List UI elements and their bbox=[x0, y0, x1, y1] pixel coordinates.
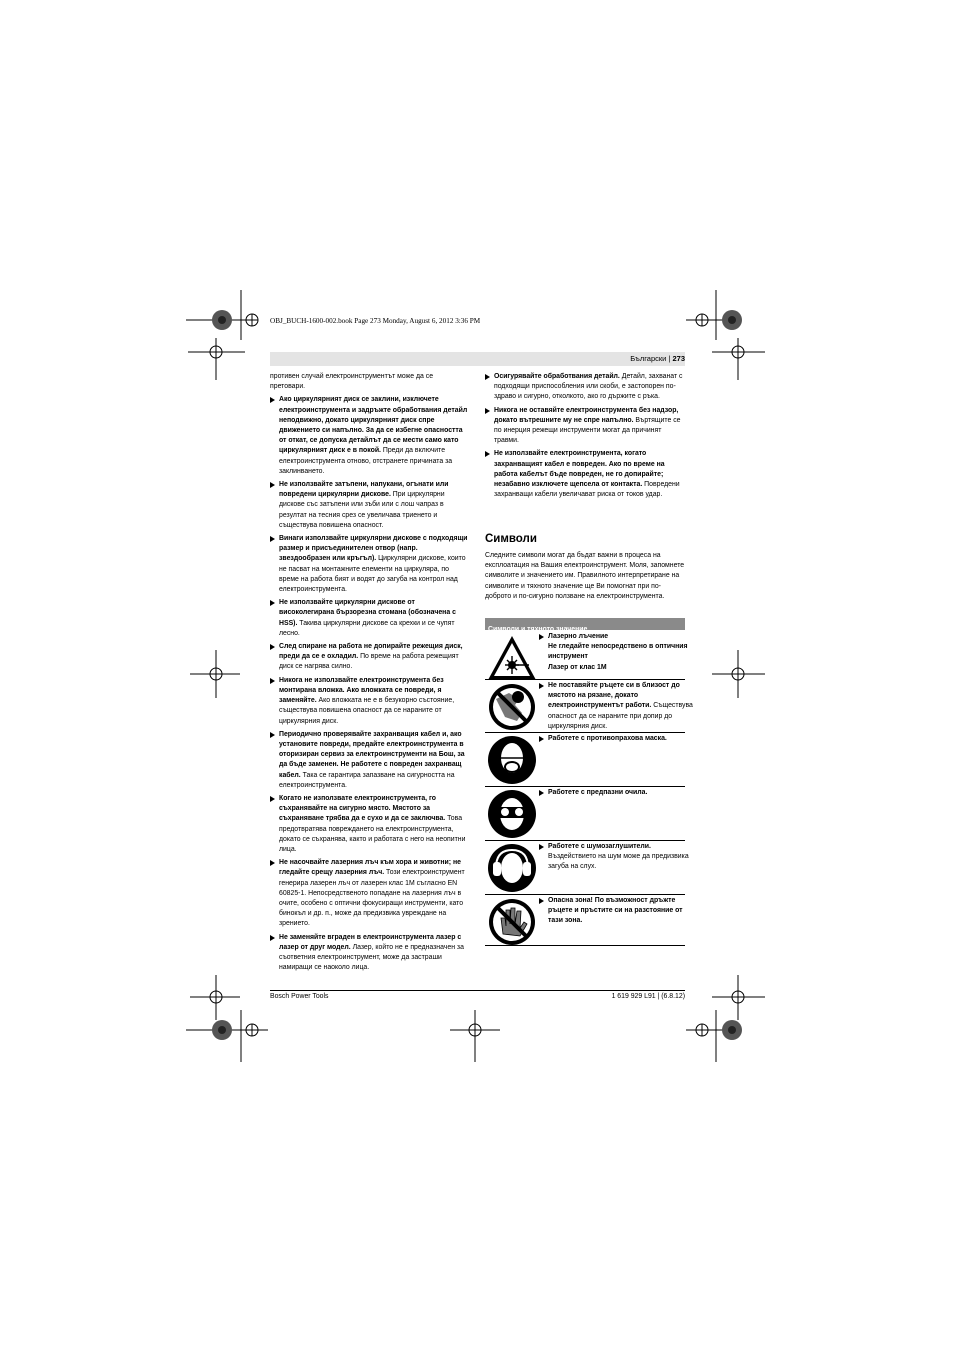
bullet-triangle-icon bbox=[270, 397, 275, 403]
symbols-intro: Следните символи могат да бъдат важни в процеса на експлоатация на Вашия електроинструмент. Моля, запомнете символите и значението им. Правилното интерпретиране на символите и тяхното значение ще Ви помогнат при по-доброто и по-сигурно ползване на електроинструмента. bbox=[485, 552, 685, 600]
safety-instruction-item bbox=[270, 642, 470, 673]
instruction-bold-text: Ако циркулярният диск се заклини, изключете електроинструмента и задръжте обработвания детайл неподвижно, докато циркулярният диск спре движението си напълно. За да се избегне опасността от откат, се допуска детайлът да се мести само като циркулярният диск е в покой. bbox=[279, 396, 468, 455]
safety-instruction-item bbox=[485, 449, 685, 500]
dust-mask-icon bbox=[487, 736, 537, 784]
bullet-triangle-icon bbox=[539, 683, 544, 689]
symbol-meaning-text: Въздействието на шум може да предизвика загуба на слух. bbox=[548, 853, 689, 871]
bullet-triangle-icon bbox=[270, 536, 275, 542]
safety-instruction-item bbox=[270, 395, 470, 477]
instruction-explanation: По време на работа режещият диск се нагрява силно. bbox=[279, 653, 459, 671]
instruction-bold-text: Не използвайте циркулярни дискове от високолегирана бързорезна стомана (обозначена с HSS). bbox=[279, 599, 456, 627]
footer-brand: Bosch Power Tools bbox=[270, 993, 329, 1000]
instruction-explanation: Това предотвратява повреждането на електроинструмента, докато се съхранява, както и работата с него на неопитни лица. bbox=[279, 815, 466, 853]
safety-instruction-item bbox=[270, 534, 470, 595]
instruction-bold-text: Не използвайте затъпени, напукани, огънати или повредени циркулярни дискове. bbox=[279, 481, 449, 499]
symbol-row bbox=[485, 680, 693, 733]
symbol-row bbox=[485, 733, 685, 787]
left-column bbox=[270, 372, 470, 976]
bullet-triangle-icon bbox=[270, 482, 275, 488]
bullet-triangle-icon bbox=[539, 898, 544, 904]
right-column bbox=[485, 372, 685, 503]
safety-goggles-icon bbox=[487, 790, 537, 838]
bullet-triangle-icon bbox=[270, 860, 275, 866]
footer-doc-number: 1 619 929 L91 | (6.8.12) bbox=[611, 993, 685, 1000]
instruction-bold-text: Осигурявайте обработвания детайл. bbox=[494, 373, 620, 380]
symbol-description bbox=[539, 681, 694, 732]
instruction-explanation: Ако вложката не е в безукорно състояние, съществува повишена опасност да се нараните от циркулярния диск. bbox=[279, 697, 455, 725]
symbols-heading: Символи bbox=[485, 533, 537, 545]
safety-instruction-item bbox=[270, 676, 470, 727]
symbol-description bbox=[539, 842, 694, 873]
instruction-explanation: Такива циркулярни дискове са крехки и се чупят лесно. bbox=[279, 619, 455, 637]
safety-instruction-item bbox=[270, 933, 470, 974]
symbol-description bbox=[539, 896, 694, 927]
instruction-bold-text: Винаги използвайте циркулярни дискове с подходящи размер и присъединителен отвор (напр. звездообразен или кръгъл). bbox=[279, 535, 468, 563]
instruction-explanation: Лазер, който не е предназначен за съответния електроинструмент, може да застраши намиращи се наоколо лица. bbox=[279, 943, 464, 972]
instruction-bold-text: Не заменяйте вграден в електроинструмента лазер с лазер от друг модел. bbox=[279, 933, 462, 951]
instruction-explanation: Въртящите се по инерция режещи инструменти могат да причинят травми. bbox=[494, 416, 681, 445]
safety-instruction-item bbox=[270, 598, 470, 639]
bullet-triangle-icon bbox=[270, 678, 275, 684]
instruction-explanation: Така се гарантира запазване на сигурността на електроинструмента. bbox=[279, 771, 455, 789]
instruction-bold-text: Не насочвайте лазерния лъч към хора и животни; не гледайте срещу лазерния лъч. bbox=[279, 859, 461, 877]
safety-instruction-item bbox=[270, 480, 470, 531]
instruction-explanation: Детайл, захванат с подходящи приспособления или скоби, е застопорен по-здраво и сигурно, отколкото, ако го държите с ръка. bbox=[494, 373, 683, 401]
bullet-triangle-icon bbox=[485, 408, 490, 414]
bullet-triangle-icon bbox=[539, 634, 544, 640]
safety-instruction-item bbox=[485, 372, 685, 403]
symbols-table-header bbox=[485, 618, 685, 633]
symbol-meaning-bold: Работете с противопрахова маска. bbox=[548, 735, 667, 742]
symbol-row bbox=[485, 895, 685, 946]
symbol-row bbox=[485, 787, 685, 841]
symbol-meaning-bold: Работете с предпазни очила. bbox=[548, 789, 648, 796]
print-info-line: OBJ_BUCH-1600-002.book Page 273 Monday, August 6, 2012 3:36 PM bbox=[270, 317, 481, 325]
instruction-bold-text: Никога не оставяйте електроинструмента без надзор, докато вътрешните му не спре напълно. bbox=[494, 406, 679, 424]
symbol-row bbox=[485, 631, 688, 680]
symbol-row bbox=[485, 841, 689, 895]
bullet-triangle-icon bbox=[270, 935, 275, 941]
footer-rule bbox=[270, 990, 685, 991]
page-number: 273 bbox=[672, 354, 685, 363]
symbol-description bbox=[539, 788, 694, 798]
header-language: Български bbox=[630, 354, 667, 363]
symbol-description bbox=[539, 734, 694, 744]
page-header: Български | 273 bbox=[630, 354, 685, 363]
safety-instruction-item bbox=[485, 406, 685, 447]
instruction-bold-text: Периодично проверявайте захранващия кабел и, ако установите повреди, предайте електроинструмента в оторизиран сервиз за електроинструменти на Бош, за да бъде заменен. Не работете с повреден захранващ кабел. bbox=[279, 730, 465, 779]
bullet-triangle-icon bbox=[270, 732, 275, 738]
instruction-bold-text: Не използвайте електроинструмента, когато захранващият кабел е повреден. Ако по време на работа кабелът бъде повреден, не го допирайте; незабавно изключете щепсела от контакта. bbox=[494, 450, 665, 489]
symbol-meaning-bold: Опасна зона! По възможност дръжте ръцете и пръстите си на разстояние от тази зона. bbox=[548, 897, 683, 925]
ear-protection-icon bbox=[487, 844, 537, 892]
instruction-explanation: Повредени захранващи кабели увеличават риска от токов удар. bbox=[494, 481, 680, 499]
hand-near-blade-prohibited-icon bbox=[487, 683, 537, 731]
bullet-triangle-icon bbox=[270, 600, 275, 606]
page-header-bar bbox=[270, 352, 685, 366]
instruction-bold-text: Когато не използвате електроинструмента, го съхранявайте на сигурно място. Мястото за съхраняване трябва да е сухо и да се заключва. bbox=[279, 794, 446, 823]
symbol-meaning-bold: Лазерно лъчение Не гледайте непосредствено в оптичния инструмент Лазер от клас 1M bbox=[548, 633, 688, 671]
bullet-triangle-icon bbox=[485, 451, 490, 457]
symbol-meaning-bold: Работете с шумозаглушители. bbox=[548, 843, 651, 850]
instruction-explanation: Циркулярни дискове, които не пасват на монтажните елементи на циркуляра, по време на работа бият и водят до загуба на контрол над електроинструмента. bbox=[279, 555, 466, 594]
instruction-explanation: Този електроинструмент генерира лазерен лъч от лазерен клас 1M съгласно EN 60825-1. Непосредственото попадане на лазерния лъч в очите, особено с оптични фокусиращи инструменти, като бинокъл и др. п., може да предизвика увреждане на зрението. bbox=[279, 869, 465, 928]
bullet-triangle-icon bbox=[270, 796, 275, 802]
safety-instruction-item bbox=[270, 858, 470, 929]
symbol-meaning-text: Съществува опасност да се нараните при допир до циркулярния диск. bbox=[548, 702, 693, 730]
bullet-triangle-icon bbox=[539, 736, 544, 742]
left-intro: противен случай електроинструментът може да се претовари. bbox=[270, 373, 434, 391]
bullet-triangle-icon bbox=[539, 844, 544, 850]
symbol-meaning-bold: Не поставяйте ръцете си в близост до мястото на рязане, докато електроинструментът работи. bbox=[548, 682, 680, 710]
bullet-triangle-icon bbox=[539, 790, 544, 796]
instruction-explanation: При циркулярни дискове със затъпени или зъби или с лош чапраз в резултат на тесния срез се увеличава триенето и съществува повишена опасност. bbox=[279, 491, 445, 529]
symbol-description bbox=[539, 632, 694, 673]
instruction-explanation: Преди да включите електроинструмента отново, отстранете причината за заклинването. bbox=[279, 447, 453, 475]
bullet-triangle-icon bbox=[485, 374, 490, 380]
safety-instruction-item bbox=[270, 730, 470, 791]
symbols-table-header-label: Символи и тяхното значение bbox=[488, 626, 588, 633]
instruction-bold-text: След спиране на работа не допирайте режещия диск, преди да се е охладил. bbox=[279, 643, 463, 661]
instruction-bold-text: Никога не използвайте електроинструмента без монтирана вложка. Ако вложката се повреди, я заменяйте. bbox=[279, 676, 444, 705]
hand-danger-zone-icon bbox=[487, 898, 537, 946]
bullet-triangle-icon bbox=[270, 644, 275, 650]
laser-warning-icon bbox=[487, 634, 537, 682]
safety-instruction-item bbox=[270, 794, 470, 855]
